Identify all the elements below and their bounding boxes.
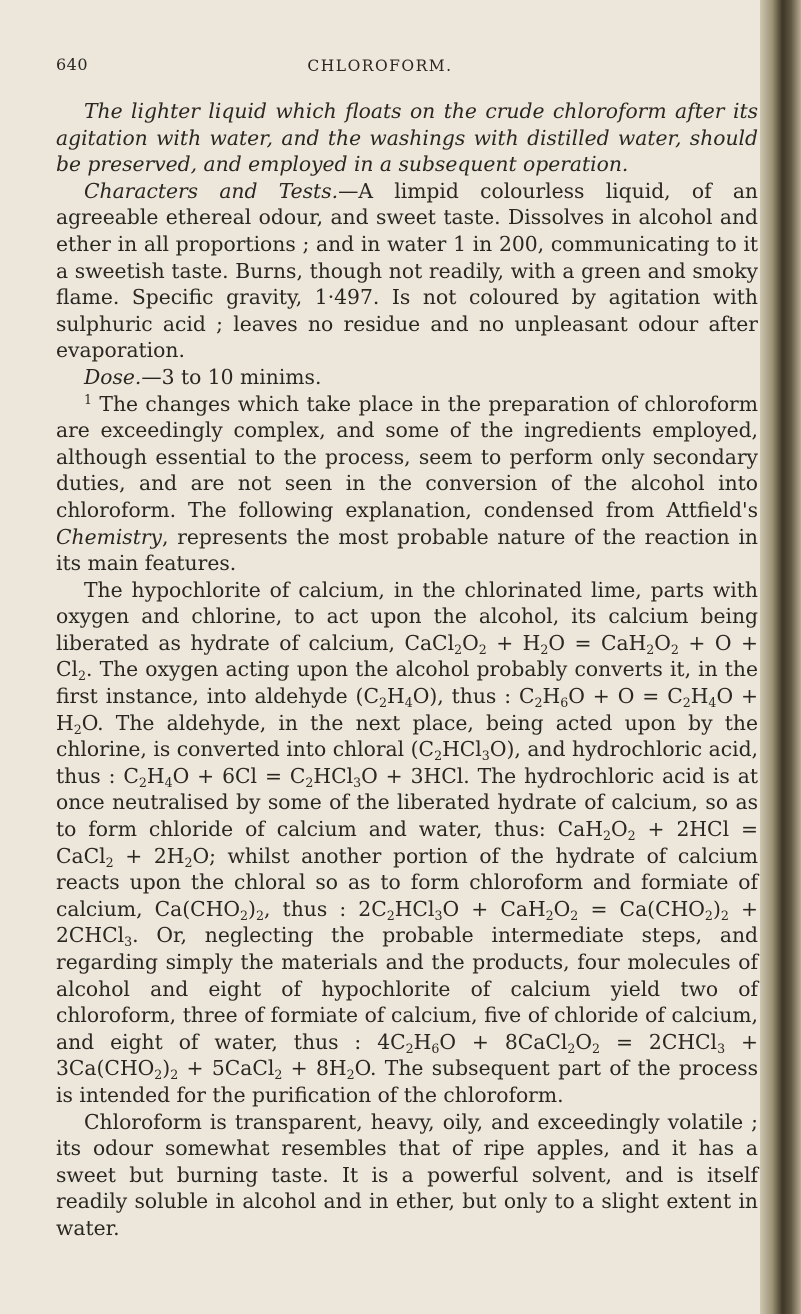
formula-subscript: 2	[73, 721, 82, 737]
formula-subscript: 4	[708, 694, 717, 710]
formula-subscript: 3	[481, 748, 490, 764]
italic-text: Chemistry	[56, 524, 163, 549]
paragraph-lighter-liquid	[56, 98, 758, 178]
italic-text: Characters and Tests.	[84, 178, 339, 203]
formula-subscript: 6	[560, 694, 569, 710]
text-span: O + O = C	[568, 684, 683, 709]
text-span: O = CaH	[548, 630, 647, 655]
formula-subscript: 2	[478, 641, 487, 657]
text-span: )	[712, 896, 721, 921]
formula-subscript: 2	[627, 827, 636, 843]
formula-subscript: 2	[602, 827, 611, 843]
text-span: , represents the most probable nature of the reaction in its main features.	[56, 524, 758, 576]
text-span: + 2HCl = CaCl	[56, 817, 758, 868]
text-span: O	[553, 896, 571, 921]
text-span: The lighter liquid which floats on the crude chloroform after its agitation with water, and the washings with distilled water, should be preserved, and employed in a subsequent operation.	[56, 99, 758, 177]
text-span: O. The aldehyde, in the next place, being acted upon by the chlorine, is converted into chloral (C	[56, 710, 758, 762]
running-title: CHLOROFORM.	[307, 57, 453, 75]
formula-subscript: 2	[704, 907, 713, 923]
text-span: O + 6Cl = C	[172, 763, 306, 788]
text-span: + 5CaCl	[178, 1056, 275, 1081]
formula-subscript: 2	[255, 907, 264, 923]
formula-subscript: 2	[670, 641, 679, 657]
text-span: H	[413, 1029, 432, 1054]
formula-subscript: 2	[682, 694, 691, 710]
text-span: O	[610, 817, 628, 842]
text-span: H	[146, 763, 165, 788]
formula-subscript: 2	[405, 1040, 414, 1056]
text-span: )	[248, 896, 256, 921]
page-body	[56, 98, 758, 1242]
text-span: HCl	[442, 737, 482, 762]
formula-subscript: 2	[274, 1067, 283, 1083]
text-span: O	[575, 1029, 593, 1054]
text-span: HCl	[394, 896, 435, 921]
formula-subscript: 2	[545, 907, 554, 923]
text-span: O	[654, 630, 671, 655]
text-span: + 2CHCl	[56, 896, 758, 948]
formula-subscript: 2	[78, 668, 87, 684]
text-span: + 2H	[113, 843, 185, 868]
page-header	[0, 55, 760, 85]
formula-subscript: 2	[346, 1067, 355, 1083]
formula-subscript: 2	[386, 907, 395, 923]
text-span: . The oxygen acting upon the alcohol probably converts it, in the first instance, into aldehyde (C	[56, 657, 758, 709]
formula-subscript: 2	[378, 694, 387, 710]
text-span: The changes which take place in the preparation of chloroform are exceedingly complex, and some of the ingredients employed, although essential to the process, seem to perform only secondary duties, and are not seen in the conversion of the alcohol into chloroform. The following explanation, condensed from Attfield's	[56, 391, 758, 522]
formula-subscript: 3	[717, 1040, 726, 1056]
text-span: O), and hydrochloric acid, thus : C	[56, 737, 758, 788]
text-span: —A limpid colourless liquid, of an agreeable ethereal odour, and sweet taste. Dissolves in alcohol and ether in all proportions ; and in water 1 in 200, communicating to it a sweetish taste. Burns, though not readily, with a green and smoky flame. Specific gravity, 1·497. Is not coloured by agitation with sulphuric acid ; leaves no residue and no unpleasant odour after evaporation.	[56, 178, 758, 363]
formula-subscript: 2	[305, 774, 314, 790]
footnote-marker: 1	[84, 391, 93, 407]
text-span: O + CaH	[442, 896, 546, 921]
text-span: = Ca(CHO	[578, 896, 705, 921]
formula-subscript: 2	[240, 907, 249, 923]
italic-text: Dose.	[84, 364, 142, 389]
formula-subscript: 6	[431, 1040, 440, 1056]
text-span: + 8H	[282, 1056, 347, 1081]
formula-subscript: 2	[592, 1040, 601, 1056]
text-span: O; whilst another portion of the hydrate of calcium reacts upon the chloral so as to form chloroform and formiate of calcium, Ca(CHO	[56, 843, 758, 921]
text-span: H	[542, 684, 561, 709]
text-span: O + H	[56, 684, 758, 735]
formula-subscript: 4	[164, 774, 173, 790]
formula-subscript: 3	[434, 907, 443, 923]
text-span: HCl	[313, 763, 354, 788]
text-span: )	[162, 1056, 171, 1081]
text-span: O	[462, 630, 479, 655]
formula-subscript: 2	[720, 907, 729, 923]
text-span: O), thus : C	[412, 684, 535, 709]
formula-subscript: 2	[534, 694, 543, 710]
text-span: —3 to 10 minims.	[141, 364, 322, 389]
formula-subscript: 2	[138, 774, 147, 790]
formula-subscript: 2	[454, 641, 463, 657]
text-span: O. The subsequent part of the process is intended for the purification of the chloroform.	[56, 1056, 758, 1107]
text-span: O + 3HCl. The hydrochloric acid is at once neutralised by some of the liberated hydrate of calcium, so as to form chloride of calcium and water, thus: CaH	[56, 763, 759, 842]
text-span: H	[690, 684, 709, 709]
formula-subscript: 2	[434, 748, 443, 764]
paragraph-characters-and-tests	[56, 178, 758, 364]
text-span: . Or, neglecting the probable intermediate steps, and regarding simply the materials and the products, four molecules of alcohol and eight of hypochlorite of calcium yield two of chloroform, three of formiate of calcium, five of chloride of calcium, and eight of water, thus : 4C	[56, 923, 758, 1054]
formula-subscript: 2	[105, 854, 114, 870]
formula-subscript: 2	[570, 907, 579, 923]
formula-subscript: 2	[567, 1040, 576, 1056]
text-span: The hypochlorite of calcium, in the chlorinated lime, parts with oxygen and chlorine, to act upon the alcohol, its calcium being liberated as hydrate of calcium, CaCl	[56, 577, 758, 655]
text-span: Chloroform is transparent, heavy, oily, and exceedingly volatile ; its odour somewhat resembles that of ripe apples, and it has a sweet but burning taste. It is a powerful solvent, and is itself readily soluble in alcohol and in ether, but only to a slight extent in water.	[56, 1109, 758, 1240]
paragraph-chloroform-properties	[56, 1109, 758, 1242]
book-binding-edge	[760, 0, 801, 1314]
formula-subscript: 2	[184, 854, 193, 870]
text-span: , thus : 2C	[263, 896, 387, 921]
formula-subscript: 2	[154, 1067, 163, 1083]
paragraph-dose	[56, 364, 758, 391]
paragraph-footnote-changes	[56, 391, 758, 577]
text-span: + H	[486, 630, 541, 655]
formula-subscript: 2	[540, 641, 549, 657]
formula-subscript: 4	[404, 694, 413, 710]
page-number: 640	[56, 55, 89, 74]
formula-subscript: 3	[353, 774, 362, 790]
text-span: H	[387, 684, 405, 709]
formula-subscript: 2	[646, 641, 655, 657]
text-span: + 3Ca(CHO	[56, 1029, 759, 1081]
text-span: O + 8CaCl	[439, 1029, 568, 1054]
text-span: = 2CHCl	[600, 1029, 718, 1054]
text-span: + O + Cl	[56, 630, 758, 682]
formula-subscript: 3	[124, 934, 133, 950]
formula-subscript: 2	[170, 1067, 179, 1083]
paragraph-hypochlorite-reaction	[56, 577, 758, 1109]
